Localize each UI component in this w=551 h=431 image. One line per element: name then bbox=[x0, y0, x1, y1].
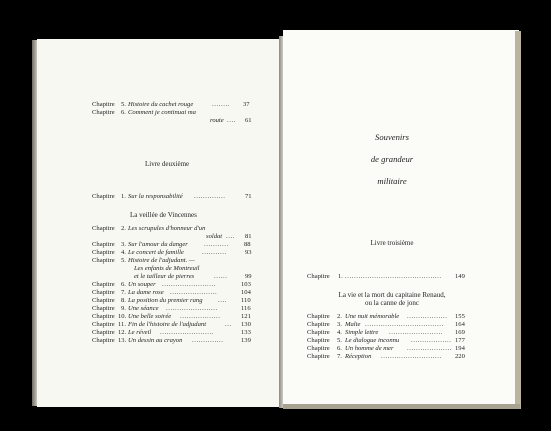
chapter-label: Chapitre bbox=[92, 329, 115, 336]
chapter-title-continuation: et le tailleur de pierres bbox=[134, 273, 195, 280]
page-number: 121 bbox=[241, 313, 251, 320]
leader-dots: ...... bbox=[214, 273, 228, 280]
chapter-title: Réception bbox=[345, 353, 372, 360]
section-heading: Livre troisième bbox=[370, 239, 414, 247]
leader-dots: ... bbox=[225, 321, 232, 328]
chapter-label: Chapitre bbox=[92, 109, 115, 116]
chapter-number: 5. bbox=[121, 101, 126, 108]
chapter-title: Une belle soirée bbox=[128, 313, 172, 320]
chapter-label: Chapitre bbox=[307, 321, 330, 328]
chapter-label: Chapitre bbox=[92, 257, 115, 264]
page-number: 103 bbox=[241, 281, 251, 288]
chapter-number: 12. bbox=[118, 329, 127, 336]
chapter-title: Simple lettre bbox=[345, 329, 379, 336]
chapter-number: 10. bbox=[118, 313, 127, 320]
chapter-number: 13. bbox=[118, 337, 127, 344]
leader-dots: ................................... bbox=[365, 321, 444, 328]
chapter-label: Chapitre bbox=[92, 101, 115, 108]
page-number: 139 bbox=[241, 337, 251, 344]
leader-dots: .............. bbox=[192, 337, 224, 344]
leader-dots: .................. bbox=[180, 313, 221, 320]
chapter-label: Chapitre bbox=[92, 297, 115, 304]
chapter-number: 6. bbox=[121, 109, 126, 116]
chapter-number: 8. bbox=[121, 297, 126, 304]
chapter-label: Chapitre bbox=[92, 337, 115, 344]
leader-dots: ........................ bbox=[389, 329, 443, 336]
page-number: 99 bbox=[245, 273, 252, 280]
chapter-label: Chapitre bbox=[92, 241, 115, 248]
chapter-label: Chapitre bbox=[92, 225, 115, 232]
leader-dots: ....................... bbox=[166, 305, 218, 312]
chapter-label: Chapitre bbox=[92, 305, 115, 312]
leader-dots: ........................ bbox=[162, 281, 216, 288]
chapter-title: Histoire du cachet rouge bbox=[128, 101, 194, 108]
page-number: 133 bbox=[241, 329, 251, 336]
book-title-line: militaire bbox=[377, 176, 407, 186]
chapter-number: 1. bbox=[338, 273, 343, 280]
subheading: ou la canne de jonc bbox=[364, 299, 420, 307]
chapter-number: 2. bbox=[337, 313, 342, 320]
leader-dots: .............. bbox=[194, 193, 226, 200]
leader-dots: .................. bbox=[407, 313, 448, 320]
chapter-title: Fin de l'histoire de l'adjudant bbox=[128, 321, 207, 328]
bottom-page-edge bbox=[283, 404, 520, 409]
chapter-number: 4. bbox=[337, 329, 342, 336]
chapter-number: 11. bbox=[118, 321, 126, 328]
leader-dots: ........... bbox=[204, 241, 229, 248]
chapter-number: 5. bbox=[337, 337, 342, 344]
chapter-title: Une séance bbox=[128, 305, 159, 312]
chapter-title: Le réveil bbox=[128, 329, 152, 336]
chapter-title: Un homme de mer bbox=[345, 345, 394, 352]
leader-dots: ........... bbox=[202, 249, 227, 256]
page-number: 155 bbox=[455, 313, 465, 320]
chapter-number: 5. bbox=[121, 257, 126, 264]
page-number: 71 bbox=[245, 193, 252, 200]
page-number: 220 bbox=[455, 353, 465, 360]
chapter-label: Chapitre bbox=[307, 329, 330, 336]
leader-dots: ........................... bbox=[381, 353, 442, 360]
chapter-number: 6. bbox=[121, 281, 126, 288]
leader-dots: .................... bbox=[407, 345, 452, 352]
chapter-number: 7. bbox=[121, 289, 126, 296]
chapter-title: Comment je continuai ma bbox=[128, 109, 196, 116]
page-number: 194 bbox=[455, 345, 465, 352]
chapter-label: Chapitre bbox=[307, 273, 330, 280]
left-page bbox=[37, 39, 279, 407]
subheading: La vie et la mort du capitaine Renaud, bbox=[338, 291, 446, 299]
chapter-label: Chapitre bbox=[92, 289, 115, 296]
chapter-title: Un dessin au crayon bbox=[128, 337, 183, 344]
chapter-title: Sur la responsabilité bbox=[128, 193, 183, 200]
page-number: 177 bbox=[455, 337, 465, 344]
chapter-title-continuation: soldat bbox=[206, 233, 223, 240]
page-number: 81 bbox=[245, 233, 252, 240]
chapter-label: Chapitre bbox=[92, 321, 115, 328]
leader-dots: .... bbox=[218, 297, 227, 304]
chapter-number: 9. bbox=[121, 305, 126, 312]
page-number: 116 bbox=[241, 305, 251, 312]
page-number: 149 bbox=[455, 273, 465, 280]
chapter-label: Chapitre bbox=[307, 337, 330, 344]
chapter-title: Le concert de famille bbox=[128, 249, 184, 256]
chapter-title: Un souper bbox=[128, 281, 156, 288]
chapter-number: 3. bbox=[121, 241, 126, 248]
chapter-label: Chapitre bbox=[307, 353, 330, 360]
chapter-title: Sur l'amour du danger bbox=[128, 241, 188, 248]
chapter-label: Chapitre bbox=[307, 313, 330, 320]
right-page-edge bbox=[515, 31, 521, 409]
page-number: 93 bbox=[245, 249, 252, 256]
chapter-title: Histoire de l'adjudant. — bbox=[128, 257, 195, 264]
chapter-title: Le dialogue inconnu bbox=[345, 337, 400, 344]
page-number: 88 bbox=[244, 241, 251, 248]
chapter-number: 4. bbox=[121, 249, 126, 256]
chapter-label: Chapitre bbox=[92, 193, 115, 200]
book-title-line: de grandeur bbox=[370, 154, 414, 164]
chapter-label: Chapitre bbox=[307, 345, 330, 352]
chapter-label: Chapitre bbox=[92, 281, 115, 288]
leader-dots: .... bbox=[227, 117, 236, 124]
section-heading: Livre deuxième bbox=[145, 160, 190, 168]
page-number: 61 bbox=[245, 117, 252, 124]
leader-dots: ........................ bbox=[160, 329, 214, 336]
leader-dots: ........................................... bbox=[345, 273, 442, 280]
chapter-number: 1. bbox=[121, 193, 126, 200]
chapter-number: 7. bbox=[337, 353, 342, 360]
subheading: La veillée de Vincennes bbox=[130, 211, 197, 219]
leader-dots: ........ bbox=[212, 101, 230, 108]
chapter-title-continuation: route bbox=[210, 117, 224, 124]
chapter-number: 3. bbox=[337, 321, 342, 328]
chapter-label: Chapitre bbox=[92, 313, 115, 320]
leader-dots: ..................... bbox=[170, 289, 218, 296]
book-title-line: Souvenirs bbox=[375, 132, 409, 142]
leader-dots: .................. bbox=[411, 337, 452, 344]
page-number: 164 bbox=[455, 321, 465, 328]
page-number: 104 bbox=[241, 289, 251, 296]
page-number: 37 bbox=[243, 101, 250, 108]
chapter-number: 6. bbox=[337, 345, 342, 352]
chapter-title: La position du premier rang bbox=[128, 297, 203, 304]
chapter-title: Les scrupules d'honneur d'un bbox=[128, 225, 206, 232]
leader-dots: .... bbox=[226, 233, 235, 240]
chapter-title: La dame rose bbox=[128, 289, 164, 296]
chapter-number: 2. bbox=[121, 225, 126, 232]
page-number: 130 bbox=[241, 321, 251, 328]
page-number: 169 bbox=[455, 329, 465, 336]
chapter-label: Chapitre bbox=[92, 249, 115, 256]
chapter-title-continuation: Les enfants de Montreuil bbox=[134, 265, 200, 272]
chapter-title: Une nuit mémorable bbox=[345, 313, 400, 320]
chapter-title: Malte bbox=[345, 321, 361, 328]
page-number: 110 bbox=[241, 297, 251, 304]
